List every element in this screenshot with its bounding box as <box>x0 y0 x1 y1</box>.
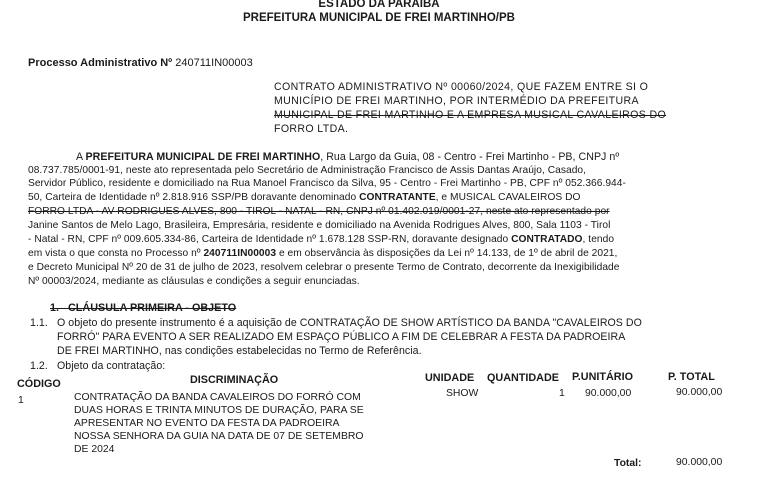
cell-discriminacao-line-5: DE 2024 <box>74 444 115 455</box>
cell-total: 90.000,00 <box>676 387 723 398</box>
contratante-label: CONTRATANTE <box>359 192 436 203</box>
processo-line <box>28 57 253 69</box>
processo-ref: 240711IN00003 <box>203 248 277 259</box>
preambulo-line-9: e Decreto Municipal Nº 20 de 31 de julho de 2023, resolvem celebrar o presente Termo de Contrato, decorrente da Inexigibilidade <box>28 262 620 273</box>
cell-discriminacao-line-4: NOSSA SENHORA DA GUIA NA DATA DE 07 DE SETEMBRO <box>74 431 364 442</box>
col-header-total: P. TOTAL <box>668 371 715 383</box>
preambulo-line-7 <box>28 234 614 245</box>
preambulo-line-2: 08.737.785/0001-91, neste ato representada pelo Secretário de Administração Francisco de Assis Dantas Araújo, Casado, <box>28 165 587 176</box>
preambulo-line-1 <box>76 151 619 163</box>
item-1-2-number: 1.2. <box>30 360 48 372</box>
ementa-line-4: FORRO LTDA. <box>274 123 349 135</box>
preambulo-line-5: FORRO LTDA - AV RODRIGUES ALVES, 800 - TIROL - NATAL - RN, CNPJ nº 01.402.019/0001-27, neste ato representado por <box>28 206 610 217</box>
item-1-1-line-3: DE FREI MARTINHO, nas condições estabelecidas no Termo de Referência. <box>57 345 422 357</box>
col-header-codigo: CÓDIGO <box>17 378 61 390</box>
col-header-unitario: P.UNITÁRIO <box>572 371 633 383</box>
processo-number: 240711IN00003 <box>175 57 253 69</box>
preambulo-text: , Rua Largo da Guia, 08 - Centro - Frei Martinho - PB, CNPJ nº <box>320 151 620 163</box>
cell-quantidade: 1 <box>559 388 565 399</box>
col-header-unidade: UNIDADE <box>425 372 475 384</box>
ementa-line-1: CONTRATO ADMINISTRATIVO Nº 00060/2024, QUE FAZEM ENTRE SI O <box>274 81 649 93</box>
col-header-quantidade: QUANTIDADE <box>487 372 559 384</box>
cell-discriminacao-line-2: DUAS HORAS E TRINTA MINUTOS DE DURAÇÃO, PARA SE <box>74 405 364 416</box>
preambulo-line-8 <box>28 248 617 259</box>
preambulo-text: - Natal - RN, CPF nº 009.605.334-86, Carteira de Identidade nº 1.678.128 SSP-RN, doravante designado <box>28 234 512 245</box>
item-1-1-number: 1.1. <box>30 317 48 329</box>
cell-codigo: 1 <box>18 395 24 406</box>
cell-unitario: 90.000,00 <box>585 388 632 399</box>
cell-unidade: SHOW <box>446 388 479 399</box>
item-1-1-line-1: O objeto do presente instrumento é a aquisição de CONTRATAÇÃO DE SHOW ARTÍSTICO DA BANDA "CAVALEIROS DO <box>57 317 642 329</box>
item-1-2-text: Objeto da contratação: <box>57 360 166 372</box>
total-label: Total: <box>614 458 642 469</box>
preambulo-text: em vista o que consta no Processo nº <box>28 248 204 259</box>
prefeitura-name: PREFEITURA MUNICIPAL DE FREI MARTINHO <box>85 151 321 163</box>
processo-label: Processo Administrativo Nº <box>28 57 173 69</box>
preambulo-line-10: Nº 00003/2024, mediante as cláusulas e condições a seguir enunciadas. <box>28 276 360 287</box>
contratado-label: CONTRATADO <box>511 234 583 245</box>
cell-discriminacao-line-1: CONTRATAÇÃO DA BANDA CAVALEIROS DO FORRÓ COM <box>74 392 361 403</box>
prefeitura-heading: PREFEITURA MUNICIPAL DE FREI MARTINHO/PB <box>243 12 515 24</box>
preambulo-line-6: Janine Santos de Melo Lago, Brasileira, Empresária, residente e domiciliado na Avenida Rodrigues Alves, 800, Sala 1103 - Tirol <box>28 220 611 231</box>
total-value: 90.000,00 <box>676 457 723 468</box>
preambulo-text: , e MUSICAL CAVALEIROS DO <box>435 192 581 203</box>
ementa-line-2: MUNICÍPIO DE FREI MARTINHO, POR INTERMÉDIO DA PREFEITURA <box>274 95 639 107</box>
state-heading: ESTADO DA PARAIBA <box>318 0 440 10</box>
clausula-title: 1. CLÁUSULA PRIMEIRA - OBJETO <box>50 302 237 314</box>
preambulo-line-3: Servidor Público, residente e domiciliado na Rua Manoel Francisco da Silva, 95 - Centro - Frei Martinho - PB, CPF nº 052.366.944- <box>28 178 626 189</box>
ementa-line-3: MUNICIPAL DE FREI MARTINHO E A EMPRESA MUSICAL CAVALEIROS DO <box>274 109 667 121</box>
preambulo-text: , tendo <box>582 234 615 245</box>
col-header-discriminacao: DISCRIMINAÇÃO <box>190 374 279 386</box>
preambulo-text: 50, Carteira de Identidade nº 2.818.916 SSP/PB doravante denominado <box>28 192 360 203</box>
preambulo-line-4 <box>28 192 581 203</box>
cell-discriminacao-line-3: APRESENTAR NO EVENTO DA FESTA DA PADROEIRA <box>74 418 340 429</box>
item-1-1-line-2: FORRÓ" PARA EVENTO A SER REALIZADO EM ESPAÇO PÚBLICO A FIM DE CELEBRAR A FESTA DA PADROEIRA <box>57 331 626 343</box>
preambulo-text: A <box>76 151 86 163</box>
preambulo-text: e em observância às disposições da Lei nº 14.133, de 1º de abril de 2021, <box>276 248 618 259</box>
